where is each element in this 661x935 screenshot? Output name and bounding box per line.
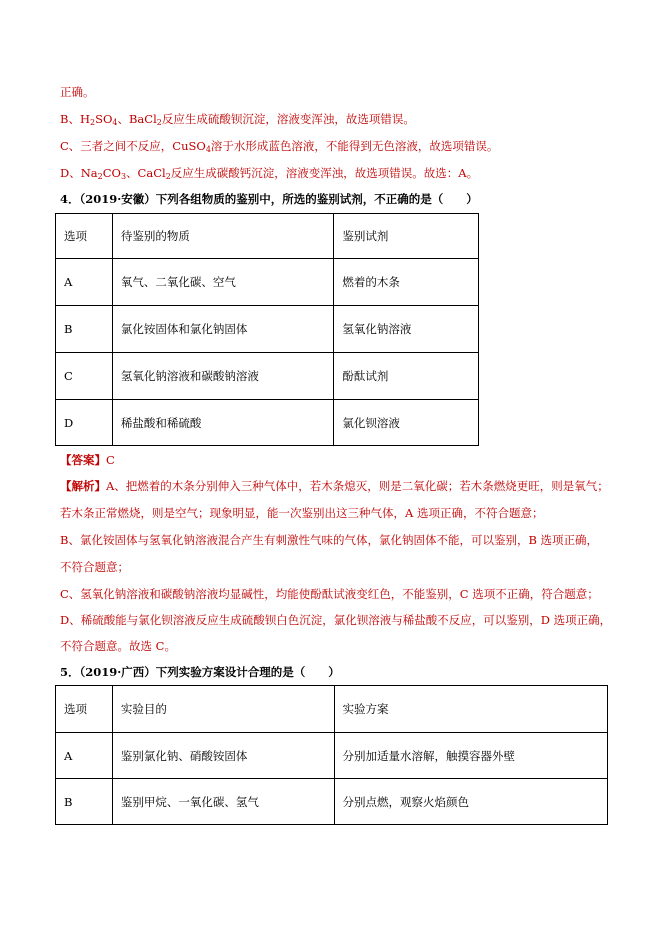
top-line-2 (60, 111, 415, 131)
table-cell: 氢氧化钠溶液和碳酸钠溶液 (112, 353, 333, 400)
formula-sub: 2 (97, 172, 103, 181)
formula-sub: 4 (112, 118, 118, 127)
top-line-2-rest: 反应生成硫酸钡沉淀，溶液变浑浊，故选项错误。 (161, 112, 415, 126)
formula-so: SO (95, 112, 113, 126)
top-line-3 (60, 138, 498, 158)
table-cell: 分别点燃，观察火焰颜色 (334, 779, 607, 825)
table-cell: 分别加适量水溶解，触摸容器外壁 (334, 733, 607, 779)
table-row (56, 400, 479, 446)
formula-sub: 2 (165, 172, 171, 181)
formula-sub: 2 (156, 118, 162, 127)
header-cell: 选项 (56, 214, 113, 259)
table-cell: D (56, 400, 113, 446)
answer-tag: 【答案】 (60, 453, 106, 467)
analysis-text: A、把燃着的木条分别伸入三种气体中，若木条熄灭，则是二氧化碳；若木条燃烧更旺，则是氧气； (106, 479, 609, 493)
table-cell: 燃着的木条 (334, 259, 479, 306)
q4-analysis-line: D、稀硫酸能与氯化钡溶液反应生成硫酸钡白色沉淀，氯化钡溶液与稀盐酸不反应，可以鉴别，D 选项正确， (60, 613, 612, 627)
header-cell: 实验方案 (334, 686, 607, 733)
formula-bacl: 、BaCl (117, 112, 157, 126)
formula-h: H (79, 112, 90, 126)
q4-table (55, 213, 479, 446)
formula-sub: 2 (89, 118, 96, 127)
table-cell: A (56, 259, 113, 306)
answer-value: C (106, 453, 115, 467)
top-line-3-rest: 溶于水形成蓝色溶液，不能得到无色溶液，故选项错误。 (210, 139, 499, 153)
header-cell: 选项 (56, 686, 113, 733)
table-header-row (56, 686, 608, 733)
table-row (56, 306, 479, 353)
header-cell: 实验目的 (112, 686, 334, 733)
q5-table (55, 685, 608, 825)
table-header-row (56, 214, 479, 259)
table-cell: 氢氧化钠溶液 (334, 306, 479, 353)
table-row (56, 733, 608, 779)
table-row (56, 779, 608, 825)
top-line-4-pre: D、Na (60, 166, 98, 180)
formula-cacl: 、CaCl (126, 166, 166, 180)
table-cell: 氯化铵固体和氯化钠固体 (112, 306, 333, 353)
table-cell: B (56, 779, 113, 825)
table-cell: 鉴别甲烷、一氧化碳、氢气 (112, 779, 334, 825)
q4-title: 4．（2019·安徽）下列各组物质的鉴别中，所选的鉴别试剂，不正确的是（ ） (60, 192, 478, 206)
table-row (56, 259, 479, 306)
table-cell: 鉴别氯化钠、硝酸铵固体 (112, 733, 334, 779)
table-cell: 氧气、二氧化碳、空气 (112, 259, 333, 306)
top-line-1: 正确。 (60, 85, 95, 99)
table-cell: C (56, 353, 113, 400)
formula-co: CO (102, 166, 121, 180)
q4-analysis-line: 不符合题意。故选 C。 (60, 639, 176, 653)
q4-analysis-line: 若木条正常燃烧，则是空气；现象明显，能一次鉴别出这三种气体，A 选项正确，不符合题意； (60, 506, 544, 520)
table-cell: 酚酞试剂 (334, 353, 479, 400)
top-line-2-pre: B、 (60, 112, 80, 126)
table-cell: 氯化钡溶液 (334, 400, 479, 446)
header-cell: 鉴别试剂 (334, 214, 479, 259)
top-line-3-pre: C、三者之间不反应，CuSO (60, 139, 206, 153)
header-cell: 待鉴别的物质 (112, 214, 333, 259)
q4-analysis-line: C、氢氧化钠溶液和碳酸钠溶液均显碱性，均能使酚酞试液变红色，不能鉴别，C 选项不正确，符合题意； (60, 587, 599, 601)
table-cell: 稀盐酸和稀硫酸 (112, 400, 333, 446)
q4-analysis-line: 不符合题意； (60, 560, 129, 574)
table-cell: B (56, 306, 113, 353)
q4-answer (60, 452, 115, 468)
top-line-4-rest: 反应生成碳酸钙沉淀，溶液变浑浊，故选项错误。故选：A。 (170, 166, 479, 180)
q4-analysis-line (60, 478, 609, 494)
table-row (56, 353, 479, 400)
formula-sub: 3 (120, 172, 127, 181)
formula-sub: 4 (205, 145, 211, 154)
q5-title: 5．（2019·广西）下列实验方案设计合理的是（ ） (60, 665, 340, 679)
table-cell: A (56, 733, 113, 779)
analysis-tag: 【解析】 (60, 479, 106, 493)
q4-analysis-line: B、氯化铵固体与氢氧化钠溶液混合产生有刺激性气味的气体，氯化钠固体不能，可以鉴别，B 选项正确， (60, 533, 599, 547)
top-line-4 (60, 165, 478, 185)
